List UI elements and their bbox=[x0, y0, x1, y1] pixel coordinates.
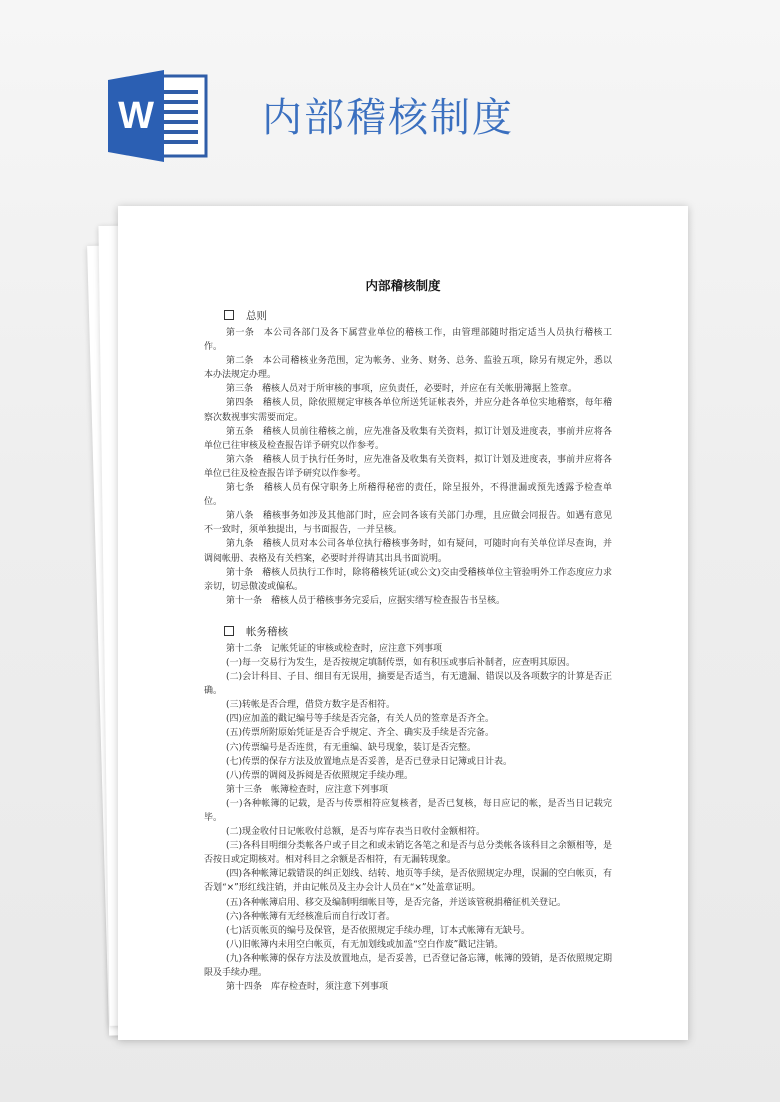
header-title: 内部稽核制度 bbox=[262, 95, 514, 141]
paragraph: 第十四条 库存检查时，须注意下列事项 bbox=[226, 982, 389, 993]
word-document-icon bbox=[108, 70, 208, 162]
checkbox-square-icon bbox=[224, 626, 234, 636]
paragraph: (八)旧帐簿内未用空白帐页，有无加划线或加盖“空白作废”戳记注销。 bbox=[226, 939, 504, 950]
paragraph: (四)应加盖的戳记编号等手续是否完备，有关人员的签章是否齐全。 bbox=[226, 714, 495, 725]
paragraph: (六)各种帐簿有无经核准后而自行改订者。 bbox=[226, 911, 396, 922]
section-gap bbox=[204, 608, 612, 622]
section-heading-text: 帐务稽核 bbox=[246, 625, 288, 638]
paragraph: (四)各种帐簿记载错误的纠正划线、结转、地页等手续，是否依照规定办理，误漏的空白帐页，有否划“×”形红线注销，并由记帐员及主办会计人员在“×”处盖章证明。 bbox=[204, 869, 612, 894]
paragraph: (二)会计科目、子目、细目有无误用，摘要是否适当，有无遗漏、错误以及各项数字的计算是否正确。 bbox=[204, 672, 612, 697]
paragraph: (一)各种帐簿的记载，是否与传票相符应复核者，是否已复核，每日应记的帐，是否当日记载完毕。 bbox=[204, 798, 612, 823]
section-heading bbox=[224, 622, 612, 642]
paragraph: (七)传票的保存方法及放置地点是否妥善，是否已登录日记簿或日计表。 bbox=[226, 756, 513, 767]
section-heading-text: 总则 bbox=[246, 310, 267, 322]
paragraph: (三)各科目明细分类帐各户或子目之和或未销讫各笔之和是否与总分类帐各该科目之余额相等，是否按日或定期核对。相对科目之余额是否相符，有无漏转现象。 bbox=[204, 841, 612, 866]
paragraph: 第三条 稽核人员对于所审核的事项，应负责任，必要时，并应在有关帐册簿据上签章。 bbox=[226, 384, 578, 395]
word-icon-letter: W bbox=[118, 95, 154, 137]
paragraph: 第十一条 稽核人员于稽核事务完妥后，应据实缮写检查报告书呈核。 bbox=[226, 595, 506, 606]
paragraph: (二)现金收付日记帐收付总额，是否与库存表当日收付金额相符。 bbox=[226, 827, 486, 838]
paragraph: 第八条 稽核事务如涉及其他部门时，应会同各该有关部门办理，且应做会同报告。如遇有意见不一致时，须单独提出，与书面报告，一并呈核。 bbox=[204, 511, 612, 536]
paragraph: 第十条 稽核人员执行工作时，除将稽核凭证(或公文)交由受稽核单位主管验明外工作态度应力求亲切，切忌傲凌或偏私。 bbox=[204, 567, 612, 592]
paragraph: (五)各种帐簿启用、移交及编制明细帐目等，是否完备，并送该管税捐稽征机关登记。 bbox=[226, 897, 567, 908]
paragraph: (六)传票编号是否连贯，有无重编、缺号现象，装订是否完整。 bbox=[226, 742, 477, 753]
paragraph: 第四条 稽核人员，除依照规定审核各单位所送凭证帐表外，并应分赴各单位实地稽察，每年稽察次数视事实需要而定。 bbox=[204, 398, 612, 423]
paragraph: 第七条 稽核人员有保守职务上所稽得秘密的责任，除呈报外，不得泄漏或预先透露予检查单位。 bbox=[204, 483, 612, 508]
paragraph: (七)活页帐页的编号及保管，是否依照规定手续办理，订本式帐簿有无缺号。 bbox=[226, 925, 531, 936]
paragraph: (一)每一交易行为发生，是否按规定填制传票，如有积压或事后补制者，应查明其原因。 bbox=[226, 657, 576, 668]
paragraph: 第十三条 帐簿检查时，应注意下列事项 bbox=[226, 784, 389, 795]
paragraph: (九)各种帐簿的保存方法及放置地点，是否妥善，已否登记备忘簿，帐簿的毁销，是否依照规定期限及手续办理。 bbox=[204, 953, 612, 979]
checkbox-square-icon bbox=[224, 310, 234, 320]
document-body bbox=[204, 306, 612, 994]
header bbox=[0, 0, 780, 200]
paragraph: 第一条 本公司各部门及各下属营业单位的稽核工作，由管理部随时指定适当人员执行稽核工作。 bbox=[204, 328, 612, 353]
paragraph: (三)转帐是否合理，借贷方数字是否相符。 bbox=[226, 700, 396, 711]
document-title: 内部稽核制度 bbox=[365, 278, 441, 293]
paragraph: (五)传票所附原始凭证是否合乎规定、齐全、确实及手续是否完备。 bbox=[226, 728, 495, 739]
document-page bbox=[118, 206, 688, 1040]
paragraph: 第五条 稽核人员前往稽核之前，应先准备及收集有关资料，拟订计划及进度表，事前并应将各单位已往审核及检查报告详予研究以作参考。 bbox=[204, 426, 612, 451]
paragraph: 第九条 稽核人员对本公司各单位执行稽核事务时，如有疑问，可随时向有关单位详尽查询，并调阅帐册、表格及有关档案，必要时并得请其出具书面说明。 bbox=[204, 539, 612, 564]
paragraph: 第二条 本公司稽核业务范围，定为帐务、业务、财务、总务、监验五项，除另有规定外，悉以本办法规定办理。 bbox=[204, 356, 612, 381]
paragraph: 第六条 稽核人员于执行任务时，应先准备及收集有关资料，拟订计划及进度表，事前并应将各单位已往及检查报告详予研究以作参考。 bbox=[204, 454, 612, 479]
section-heading bbox=[224, 306, 612, 326]
paragraph: (八)传票的调阅及拆阅是否依照规定手续办理。 bbox=[226, 770, 414, 781]
paragraph: 第十二条 记帐凭证的审核或检查时，应注意下列事项 bbox=[226, 643, 443, 654]
